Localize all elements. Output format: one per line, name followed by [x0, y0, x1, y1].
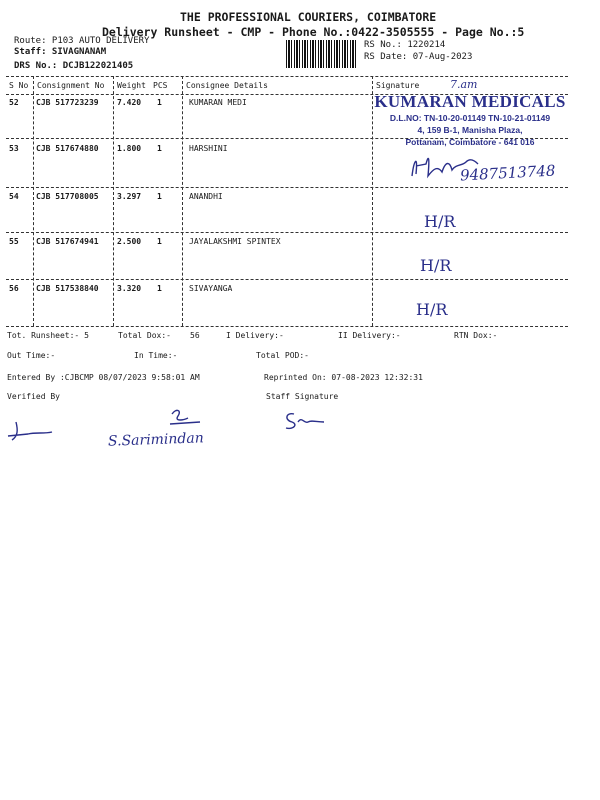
total-dox-value: 56 — [190, 331, 200, 340]
row-consignment: CJB 517674941 — [36, 237, 99, 246]
column-header: Consignment No — [37, 81, 105, 90]
row-sno: 52 — [9, 98, 19, 107]
column-header: PCS — [153, 81, 168, 90]
stamp-address: 4, 159 B-1, Manisha Plaza, — [417, 125, 523, 135]
staff-label: Staff: SIVAGNANAM — [14, 47, 107, 57]
column-header: Consignee Details — [186, 81, 268, 90]
staff-signature-label: Staff Signature — [266, 392, 339, 401]
column-header: Weight — [117, 81, 146, 90]
row-pcs: 1 — [157, 144, 162, 153]
stamp-city: Pottanam, Coimbatore - 641 016 — [405, 137, 535, 147]
verified-by-label: Verified By — [7, 392, 60, 401]
row-weight: 1.800 — [117, 144, 142, 153]
row-consignment: CJB 517538840 — [36, 284, 99, 293]
total-runsheet: Tot. Runsheet:- 5 — [7, 331, 89, 340]
column-divider — [33, 76, 34, 326]
total-dox-label: Total Dox:- — [118, 331, 171, 340]
route-label: Route: P103 AUTO DELIVERY — [14, 36, 150, 46]
row-consignment: CJB 517708005 — [36, 192, 99, 201]
row-divider — [6, 279, 568, 280]
rtn-dox-label: RTN Dox:- — [454, 331, 498, 340]
row-sno: 56 — [9, 284, 19, 293]
row-divider — [6, 187, 568, 188]
row-consignee: KUMARAN MEDI — [189, 98, 247, 107]
row-divider — [6, 326, 568, 327]
row-weight: 3.320 — [117, 284, 142, 293]
column-header: Signature — [376, 81, 420, 90]
row-consignment: CJB 517674880 — [36, 144, 99, 153]
stamp-license: D.L.NO: TN-10-20-01149 TN-10-21-01149 — [389, 113, 551, 123]
row-pcs: 1 — [157, 237, 162, 246]
row-weight: 3.297 — [117, 192, 142, 201]
row-consignee: HARSHINI — [189, 144, 228, 153]
out-time-label: Out Time:- — [7, 351, 56, 360]
row-sno: 54 — [9, 192, 19, 201]
rs-number: RS No.: 1220214 — [364, 40, 446, 50]
handwritten-time: 7.am — [450, 78, 478, 91]
rs-date: RS Date: 07-Aug-2023 — [364, 52, 473, 62]
handwritten-hr: H/R — [424, 212, 456, 231]
reprinted-on: Reprinted On: 07-08-2023 12:32:31 — [264, 373, 423, 382]
row-consignee: ANANDHI — [189, 192, 223, 201]
row-sno: 53 — [9, 144, 19, 153]
handwritten-name: S.Sarimindan — [107, 430, 205, 450]
row-weight: 2.500 — [117, 237, 142, 246]
pharmacy-stamp — [370, 92, 570, 148]
handwritten-phone: 9487513748 — [459, 161, 556, 185]
barcode — [286, 40, 356, 68]
handwritten-hr: H/R — [420, 256, 452, 275]
drs-number: DRS No.: DCJB122021405 — [14, 61, 134, 71]
in-time-label: In Time:- — [134, 351, 178, 360]
row-consignee: SIVAYANGA — [189, 284, 233, 293]
entered-by: Entered By :CJBCMP 08/07/2023 9:58:01 AM — [7, 373, 200, 382]
divider — [6, 76, 568, 77]
ii-delivery-label: II Delivery:- — [338, 331, 401, 340]
stamp-name: KUMARAN MEDICALS — [374, 92, 566, 111]
row-sno: 55 — [9, 237, 19, 246]
initials-signature — [166, 406, 206, 430]
column-divider — [182, 76, 183, 326]
row-divider — [6, 232, 568, 233]
row-weight: 7.420 — [117, 98, 142, 107]
company-name: THE PROFESSIONAL COURIERS, COIMBATORE — [180, 10, 437, 24]
row-consignee: JAYALAKSHMI SPINTEX — [189, 237, 281, 246]
verifier-signature — [6, 420, 56, 444]
total-pod-label: Total POD:- — [256, 351, 309, 360]
row-pcs: 1 — [157, 284, 162, 293]
row-pcs: 1 — [157, 98, 162, 107]
staff-signature — [280, 410, 330, 432]
handwritten-hr: H/R — [416, 300, 448, 319]
column-divider — [113, 76, 114, 326]
row-consignment: CJB 517723239 — [36, 98, 99, 107]
i-delivery-label: I Delivery:- — [226, 331, 284, 340]
column-header: S No — [9, 81, 29, 90]
runsheet-subtitle: Delivery Runsheet - CMP - Phone No.:0422-3505555 - Page No.:5 — [102, 25, 525, 39]
row-pcs: 1 — [157, 192, 162, 201]
